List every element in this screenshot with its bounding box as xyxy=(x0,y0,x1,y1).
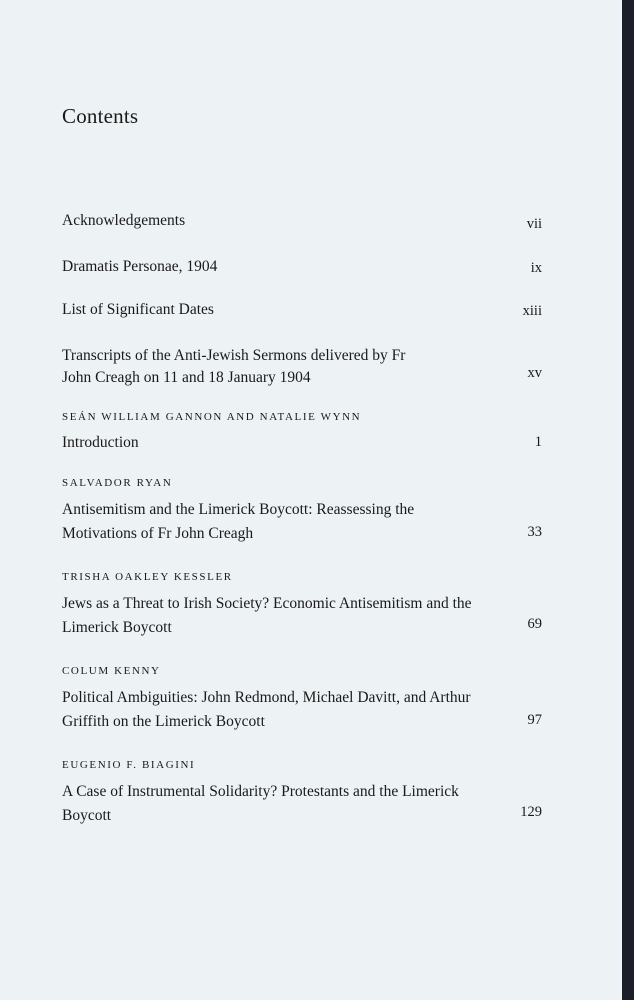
toc-entry-page: ix xyxy=(530,260,542,276)
toc-entry-title: List of Significant Dates xyxy=(62,301,214,318)
toc-entry-page: 97 xyxy=(527,712,542,728)
toc-entry-author: SEÁN WILLIAM GANNON AND NATALIE WYNN xyxy=(62,411,362,423)
toc-entry-page: xiii xyxy=(522,303,542,319)
toc-entry-author: SALVADOR RYAN xyxy=(62,477,173,489)
toc-entry-title: A Case of Instrumental Solidarity? Protestants and the Limerick Boycott xyxy=(62,783,459,824)
toc-entry-author: COLUM KENNY xyxy=(62,665,161,677)
toc-entry-dramatis-personae[interactable] xyxy=(62,256,542,278)
toc-entry-author: TRISHA OAKLEY KESSLER xyxy=(62,571,233,583)
toc-entry-significant-dates[interactable] xyxy=(62,299,542,321)
toc-entry-page: 69 xyxy=(527,616,542,632)
toc-entry-author: EUGENIO F. BIAGINI xyxy=(62,759,196,771)
toc-entry-title: Political Ambiguities: John Redmond, Michael Davitt, and Arthur Griffith on the Limerick Boycott xyxy=(62,689,471,730)
toc-entry-title: Antisemitism and the Limerick Boycott: Reassessing the Motivations of Fr John Creagh xyxy=(62,501,415,542)
toc-entry-ryan[interactable] xyxy=(62,476,542,546)
toc-entry-title: Transcripts of the Anti-Jewish Sermons delivered by Fr John Creagh on 11 and 18 January 1904 xyxy=(62,347,406,386)
contents-heading: Contents xyxy=(62,104,139,128)
toc-entry-biagini[interactable] xyxy=(62,758,542,828)
toc-entry-title: Acknowledgements xyxy=(62,212,186,229)
toc-entry-transcripts[interactable] xyxy=(62,345,542,389)
toc-entry-introduction[interactable] xyxy=(62,410,542,454)
toc-entry-page: 1 xyxy=(534,434,542,450)
toc-entry-title: Jews as a Threat to Irish Society? Economic Antisemitism and the Limerick Boycott xyxy=(62,595,472,636)
toc-entry-page: vii xyxy=(526,216,542,232)
toc-entry-title: Introduction xyxy=(62,434,139,451)
toc-entry-acknowledgements[interactable] xyxy=(62,210,542,232)
toc-entry-page: 129 xyxy=(520,804,542,820)
toc-entry-page: xv xyxy=(527,365,542,381)
toc-entry-kessler[interactable] xyxy=(62,570,542,640)
toc-entry-page: 33 xyxy=(527,524,542,540)
toc-entry-kenny[interactable] xyxy=(62,664,542,734)
toc-entry-title: Dramatis Personae, 1904 xyxy=(62,258,218,275)
